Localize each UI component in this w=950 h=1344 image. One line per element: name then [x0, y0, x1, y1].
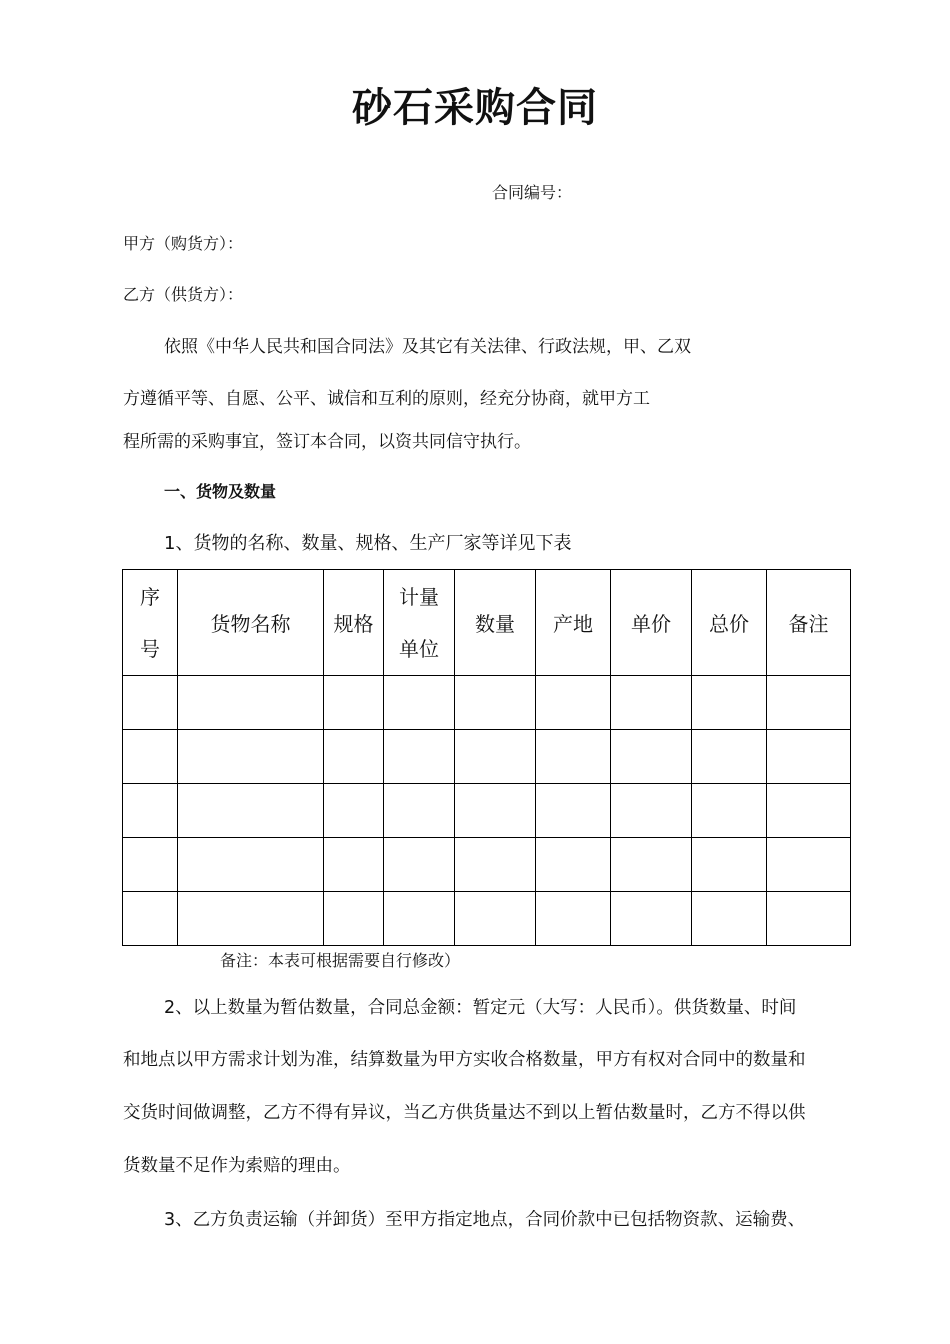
- table-cell: [384, 676, 455, 730]
- table-cell: [455, 676, 536, 730]
- clause-2-line-2: 和地点以甲方需求计划为准，结算数量为甲方实收合格数量，甲方有权对合同中的数量和: [123, 1050, 806, 1070]
- header-origin: 产地: [536, 570, 611, 676]
- contract-number-label: 合同编号：: [492, 183, 573, 202]
- table-cell: [536, 730, 611, 784]
- table-cell: [611, 730, 692, 784]
- clause-1: 1、货物的名称、数量、规格、生产厂家等详见下表: [164, 533, 572, 554]
- table-cell: [455, 838, 536, 892]
- party-a-label: 甲方（购货方）：: [123, 234, 244, 253]
- table-row: [123, 784, 851, 838]
- table-cell: [123, 784, 178, 838]
- table-cell: [324, 730, 384, 784]
- goods-table: [122, 569, 851, 946]
- table-cell: [123, 838, 178, 892]
- header-quantity: 数量: [455, 570, 536, 676]
- table-cell: [455, 892, 536, 946]
- table-cell: [611, 784, 692, 838]
- table-row: [123, 892, 851, 946]
- table-cell: [178, 730, 324, 784]
- table-header-row: [123, 570, 851, 676]
- intro-line-2: 方遵循平等、自愿、公平、诚信和互利的原则，经充分协商，就甲方工: [123, 389, 650, 409]
- table-cell: [123, 892, 178, 946]
- header-seq-line2: 号: [140, 636, 160, 661]
- table-cell: [178, 784, 324, 838]
- table-cell: [692, 784, 767, 838]
- table-cell: [692, 730, 767, 784]
- header-spec: 规格: [324, 570, 384, 676]
- header-total-price: 总价: [692, 570, 767, 676]
- table-cell: [611, 838, 692, 892]
- party-b-label: 乙方（供货方）：: [123, 285, 244, 304]
- table-cell: [123, 676, 178, 730]
- table-cell: [692, 838, 767, 892]
- table-cell: [384, 730, 455, 784]
- table-cell: [455, 784, 536, 838]
- table-cell: [536, 838, 611, 892]
- clause-2-line-1: 2、以上数量为暂估数量，合同总金额：暂定元（大写：人民币）。供货数量、时间: [164, 998, 797, 1018]
- clause-2-line-3: 交货时间做调整，乙方不得有异议，当乙方供货量达不到以上暂估数量时，乙方不得以供: [123, 1103, 806, 1123]
- table-cell: [767, 676, 851, 730]
- table-cell: [611, 892, 692, 946]
- table-cell: [324, 784, 384, 838]
- table-cell: [123, 730, 178, 784]
- table-cell: [767, 892, 851, 946]
- header-unit: [384, 570, 455, 676]
- clause-2-line-4: 货数量不足作为索赔的理由。: [123, 1156, 351, 1176]
- intro-line-1: 依照《中华人民共和国合同法》及其它有关法律、行政法规，甲、乙双: [164, 337, 691, 357]
- table-cell: [536, 784, 611, 838]
- table-cell: [178, 892, 324, 946]
- table-cell: [324, 838, 384, 892]
- table-cell: [384, 838, 455, 892]
- header-unit-line1: 计量: [399, 584, 439, 609]
- table-note: 备注：本表可根据需要自行修改）: [220, 951, 461, 970]
- clause-3-line-1: 3、乙方负责运输（并卸货）至甲方指定地点，合同价款中已包括物资款、运输费、: [164, 1210, 806, 1230]
- table-cell: [611, 676, 692, 730]
- header-seq-line1: 序: [140, 584, 160, 609]
- table-row: [123, 676, 851, 730]
- table-cell: [384, 784, 455, 838]
- header-seq: [123, 570, 178, 676]
- table-cell: [692, 676, 767, 730]
- table-cell: [178, 838, 324, 892]
- table-cell: [178, 676, 324, 730]
- table-cell: [384, 892, 455, 946]
- intro-line-3: 程所需的采购事宜，签订本合同，以资共同信守执行。: [123, 432, 531, 452]
- table-cell: [692, 892, 767, 946]
- table-cell: [767, 784, 851, 838]
- header-goods-name: 货物名称: [178, 570, 324, 676]
- section-1-heading: 一、货物及数量: [164, 482, 277, 501]
- table-cell: [455, 730, 536, 784]
- table-row: [123, 730, 851, 784]
- table-cell: [767, 838, 851, 892]
- header-unit-line2: 单位: [399, 636, 439, 661]
- table-cell: [324, 892, 384, 946]
- header-remark: 备注: [767, 570, 851, 676]
- table-row: [123, 838, 851, 892]
- header-unit-price: 单价: [611, 570, 692, 676]
- table-cell: [324, 676, 384, 730]
- table-cell: [767, 730, 851, 784]
- table-cell: [536, 676, 611, 730]
- document-title: 砂石采购合同: [352, 85, 598, 131]
- table-cell: [536, 892, 611, 946]
